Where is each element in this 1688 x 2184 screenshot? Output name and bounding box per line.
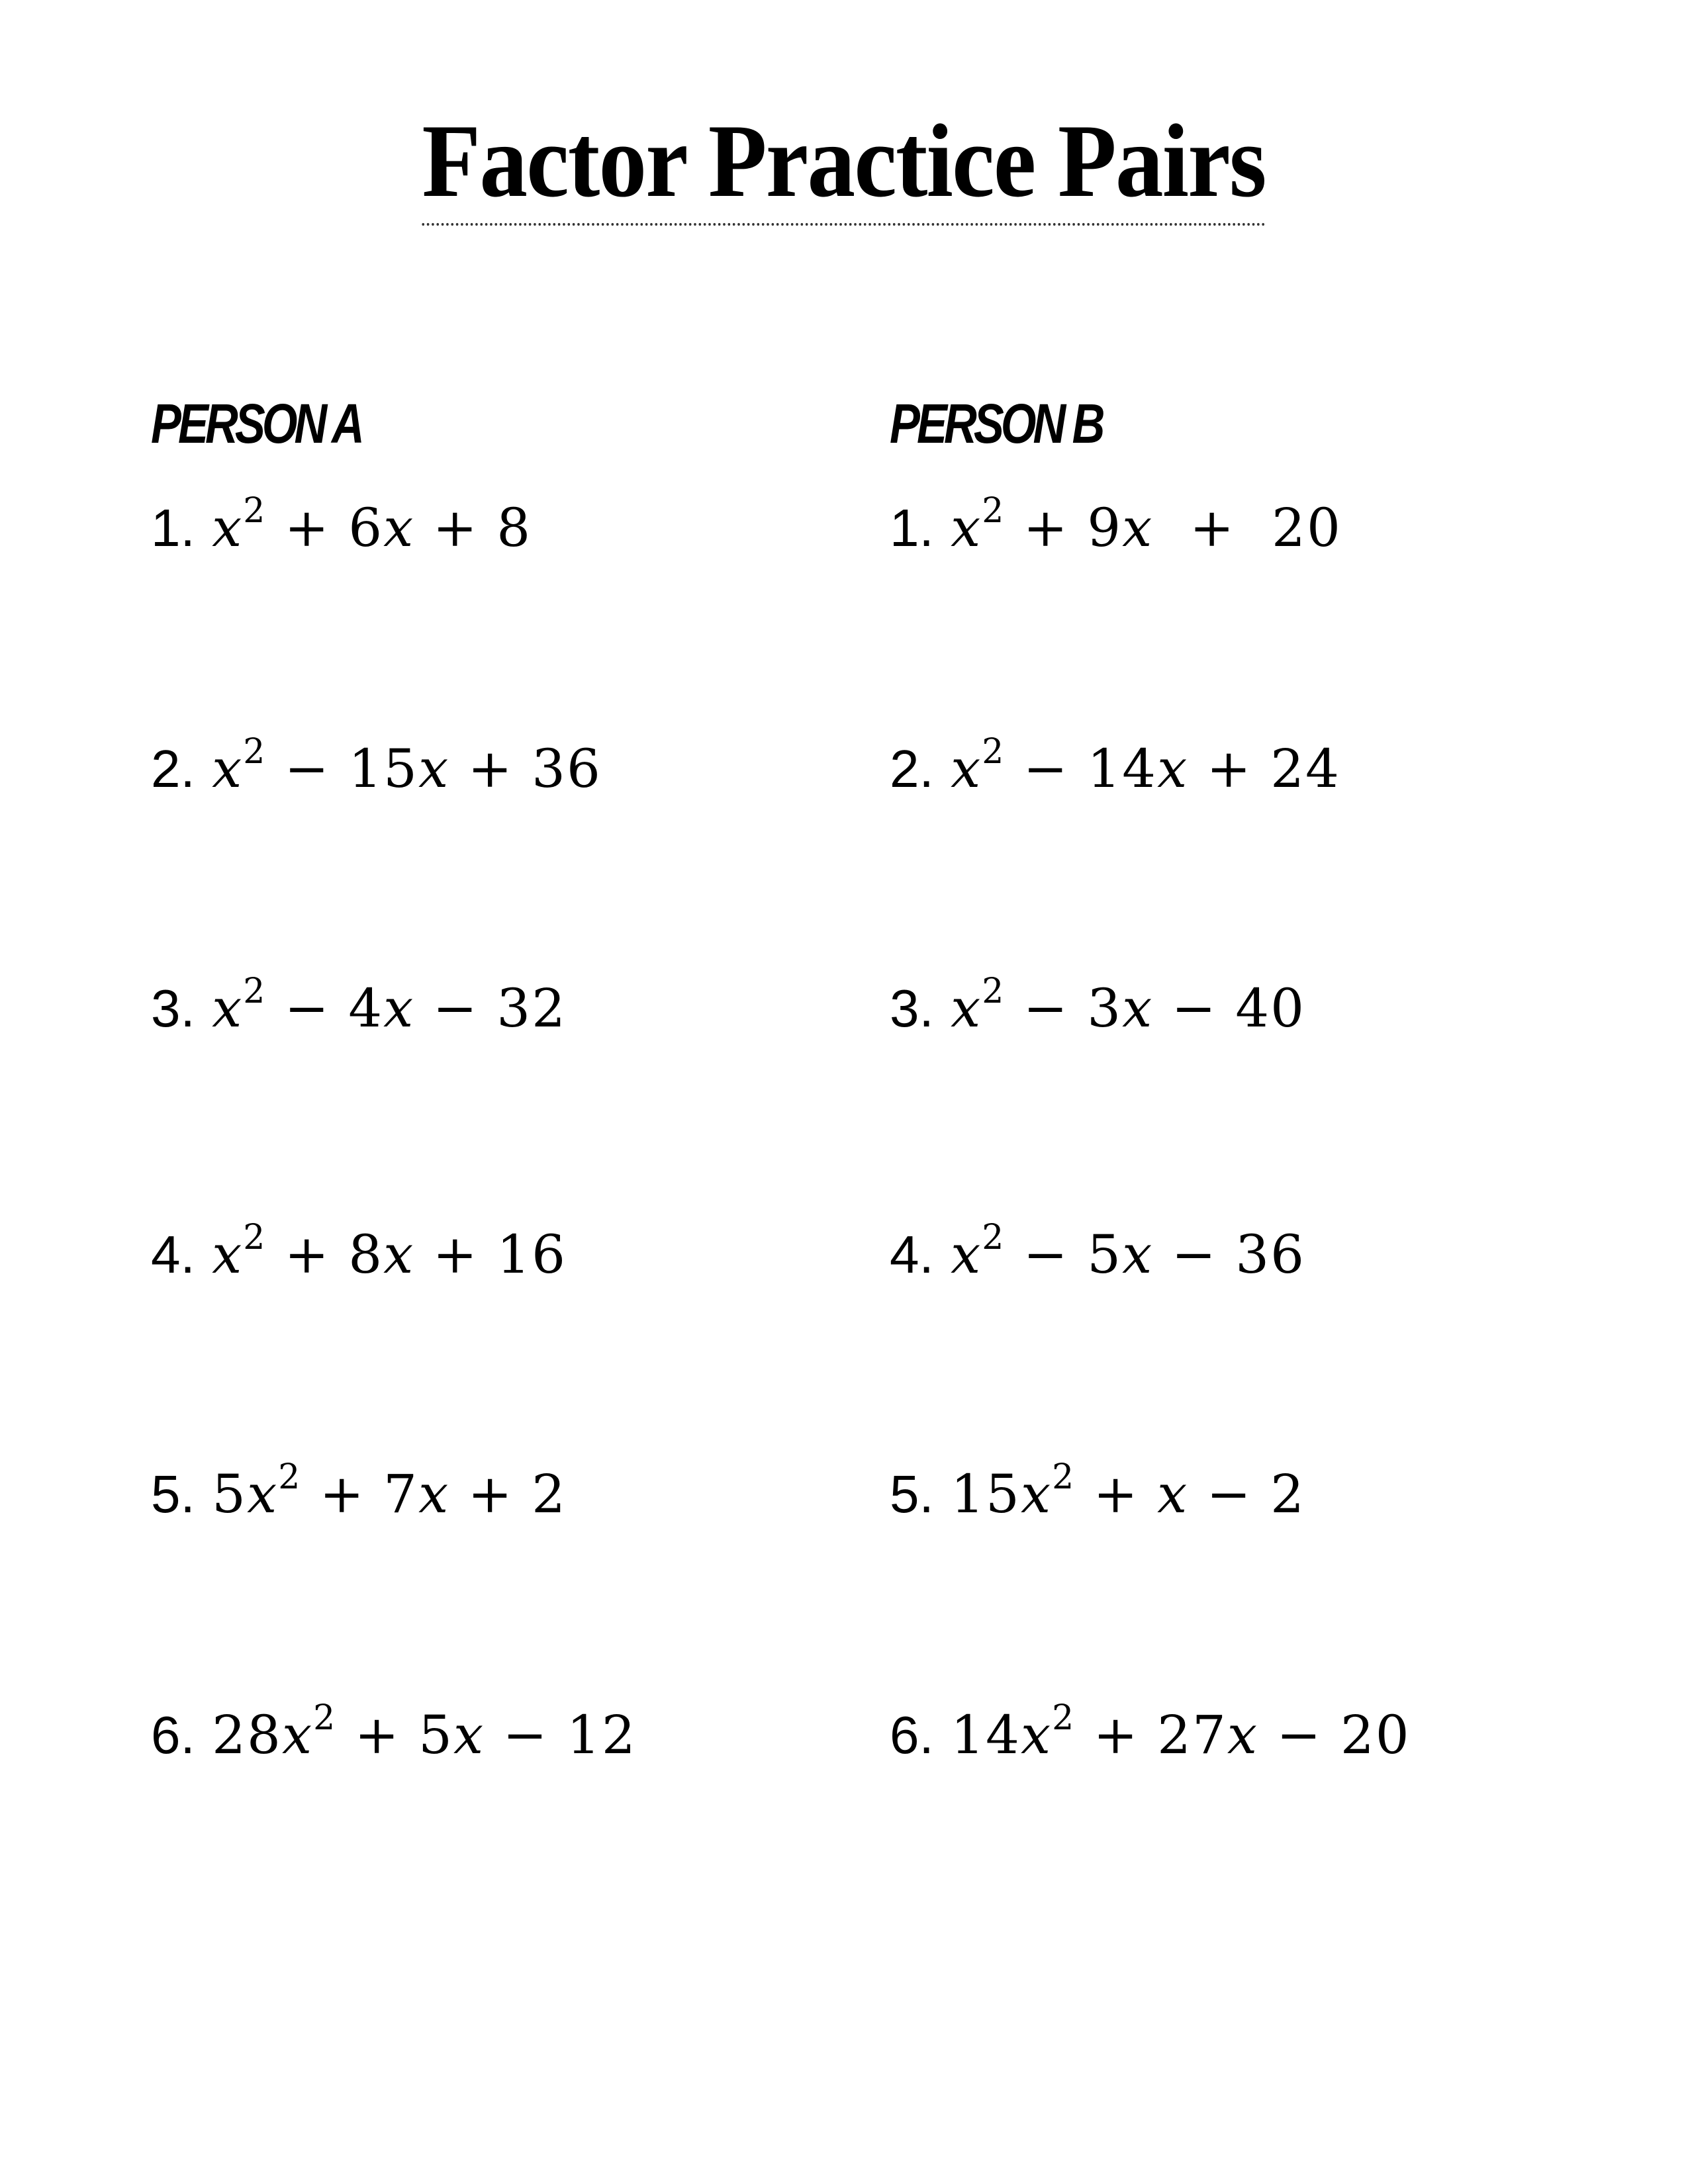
page-title: [0, 103, 1688, 226]
problem-number: 6.: [890, 1706, 934, 1764]
problem-number: 4.: [890, 1225, 934, 1284]
problem-expression: $x^2 + 9x + 20$: [951, 491, 1342, 559]
problem-number: 5.: [890, 1465, 934, 1524]
person-a-problem-2: [151, 732, 602, 799]
person-b-problem-3: [890, 972, 1305, 1039]
person-a-problem-1: [151, 491, 532, 559]
problem-expression: $15x^2 + x - 2$: [951, 1457, 1305, 1525]
problem-expression: $5x^2 + 7x + 2$: [212, 1457, 567, 1525]
problem-number: 3.: [151, 979, 195, 1038]
problem-expression: $x^2 + 6x + 8$: [212, 491, 532, 559]
problem-number: 1.: [151, 498, 195, 557]
problem-expression: $x^2 + 8x + 16$: [212, 1218, 567, 1285]
person-a-column: [151, 392, 879, 1766]
person-b-column: [890, 392, 1618, 1766]
person-b-heading: PERSON B: [890, 392, 1102, 455]
problem-number: 3.: [890, 979, 934, 1038]
problem-expression: $x^2 - 3x - 40$: [951, 972, 1305, 1039]
problem-number: 2.: [151, 739, 195, 798]
person-b-problem-5: [890, 1457, 1305, 1525]
person-a-problem-6: [151, 1698, 637, 1766]
person-a-problem-3: [151, 972, 567, 1039]
person-b-problem-2: [890, 732, 1340, 799]
problem-number: 2.: [890, 739, 934, 798]
problem-number: 1.: [890, 498, 934, 557]
problem-expression: $x^2 - 5x - 36$: [951, 1218, 1305, 1285]
problem-expression: $x^2 - 14x + 24$: [951, 732, 1340, 799]
problem-number: 6.: [151, 1706, 195, 1764]
problem-number: 5.: [151, 1465, 195, 1524]
person-a-heading: PERSON A: [151, 392, 361, 455]
person-b-problem-4: [890, 1218, 1305, 1285]
problem-expression: $x^2 - 15x + 36$: [212, 732, 602, 799]
person-a-problem-4: [151, 1218, 567, 1285]
person-a-problem-5: [151, 1457, 567, 1525]
person-b-problem-1: [890, 491, 1342, 559]
problem-expression: $28x^2 + 5x - 12$: [212, 1698, 637, 1766]
person-b-problem-6: [890, 1698, 1411, 1766]
problem-number: 4.: [151, 1225, 195, 1284]
problem-expression: $14x^2 + 27x - 20$: [951, 1698, 1411, 1766]
page-title-text: Factor Practice Pairs: [422, 109, 1266, 226]
problem-expression: $x^2 - 4x - 32$: [212, 972, 567, 1039]
